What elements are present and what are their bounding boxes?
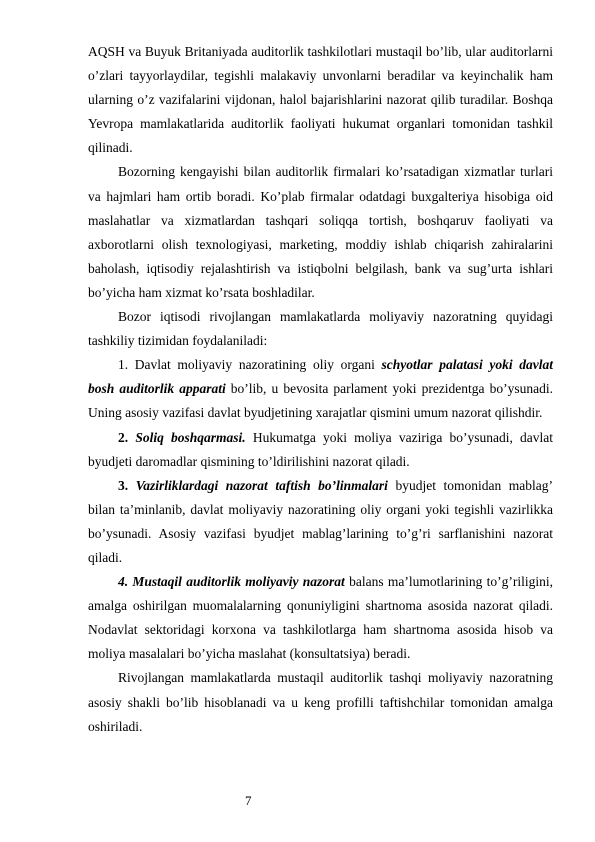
paragraph-7	[88, 570, 553, 666]
paragraph-7-body: balans ma’lumotlarining to’g’riligini, amalga oshirilgan muomalalarning qonuniyligini shartnoma asosida nazorat qiladi. Nodavlat sektoridagi korxona va tashkilotlarga ham shartnoma asosida hisob va moliya masalalari bo’yicha maslahat (konsultatsiya) beradi.	[88, 574, 553, 662]
paragraph-4	[88, 353, 553, 425]
paragraph-6-body: byudjet tomonidan mablag’ bilan ta’minlanib, davlat moliyaviy nazoratining oliy organi yoki tegishli vazirlikka bo’ysunadi. Asosiy vazifasi byudjet mablag’larining to’g’ri sarflanishini nazorat qiladi.	[88, 477, 554, 565]
paragraph-6-emphasis: Vazirliklardagi nazorat taftish bo’linmalari	[135, 477, 388, 493]
paragraph-5-number: 2.	[118, 429, 129, 445]
paragraph-5-emphasis: Soliq boshqarmasi.	[135, 429, 246, 445]
paragraph-8: Rivojlangan mamlakatlarda mustaqil auditorlik tashqi moliyaviy nazoratning asosiy shakli bo’lib hisoblanadi va u keng profilli taftishchilar tomonidan amalga oshiriladi.	[88, 670, 553, 734]
paragraph-2: Bozorning kengayishi bilan auditorlik firmalari ko’rsatadigan xizmatlar turlari va hajmlari ham ortib boradi. Ko’plab firmalar odatdagi buxgalteriya hisobiga oid maslahatlar va xizmatlardan tashqari soliqqa tortish, boshqaruv faoliyati va axborotlarni olish texnologiyasi, marketing, moddiy ishlab chiqarish zahiralarini baholash, iqtisodiy rejalashtirish va istiqbolni belgilash, bank va sug’urta ishlari bo’yicha ham xizmat ko’rsata boshladilar.	[88, 164, 553, 300]
paragraph-5-body: Hukumatga yoki moliya vaziriga bo’ysunadi, davlat byudjeti daromadlar qismining to’ldirilishini nazorat qiladi.	[88, 429, 554, 469]
paragraph-6	[88, 474, 553, 570]
paragraph-4-emphasis: schyotlar palatasi yoki davlat bosh auditorlik apparati	[88, 357, 553, 397]
paragraph-4-body: bo’lib, u bevosita parlament yoki prezidentga bo’ysunadi. Uning asosiy vazifasi davlat byudjetining xarajatlar qismini umum nazorat qilishdir.	[88, 381, 553, 421]
paragraph-7-emphasis: 4. Mustaqil auditorlik moliyaviy nazorat	[118, 574, 345, 590]
paragraph-6-number: 3.	[118, 477, 129, 493]
paragraph-3: Bozor iqtisodi rivojlangan mamlakatlarda moliyaviy nazoratning quyidagi tashkiliy tizimidan foydalaniladi:	[88, 309, 553, 349]
paragraph-4-lead: 1. Davlat moliyaviy nazoratining oliy organi	[118, 357, 382, 373]
paragraph-5	[88, 426, 553, 474]
page-number: 7	[245, 793, 252, 808]
document-body	[88, 40, 553, 739]
paragraph-1: AQSH va Buyuk Britaniyada auditorlik tashkilotlari mustaqil bo’lib, ular auditorlarni o’zlari tayyorlaydilar, tegishli malakaviy unvonlarni beradilar va keyinchalik ham ularning o’z vazifalarini vijdonan, halol bajarishlarini nazorat qilib turadilar. Boshqa Yevropa mamlakatlarida auditorlik faoliyati hukumat organlari tomonidan tashkil qilinadi.	[88, 44, 553, 156]
